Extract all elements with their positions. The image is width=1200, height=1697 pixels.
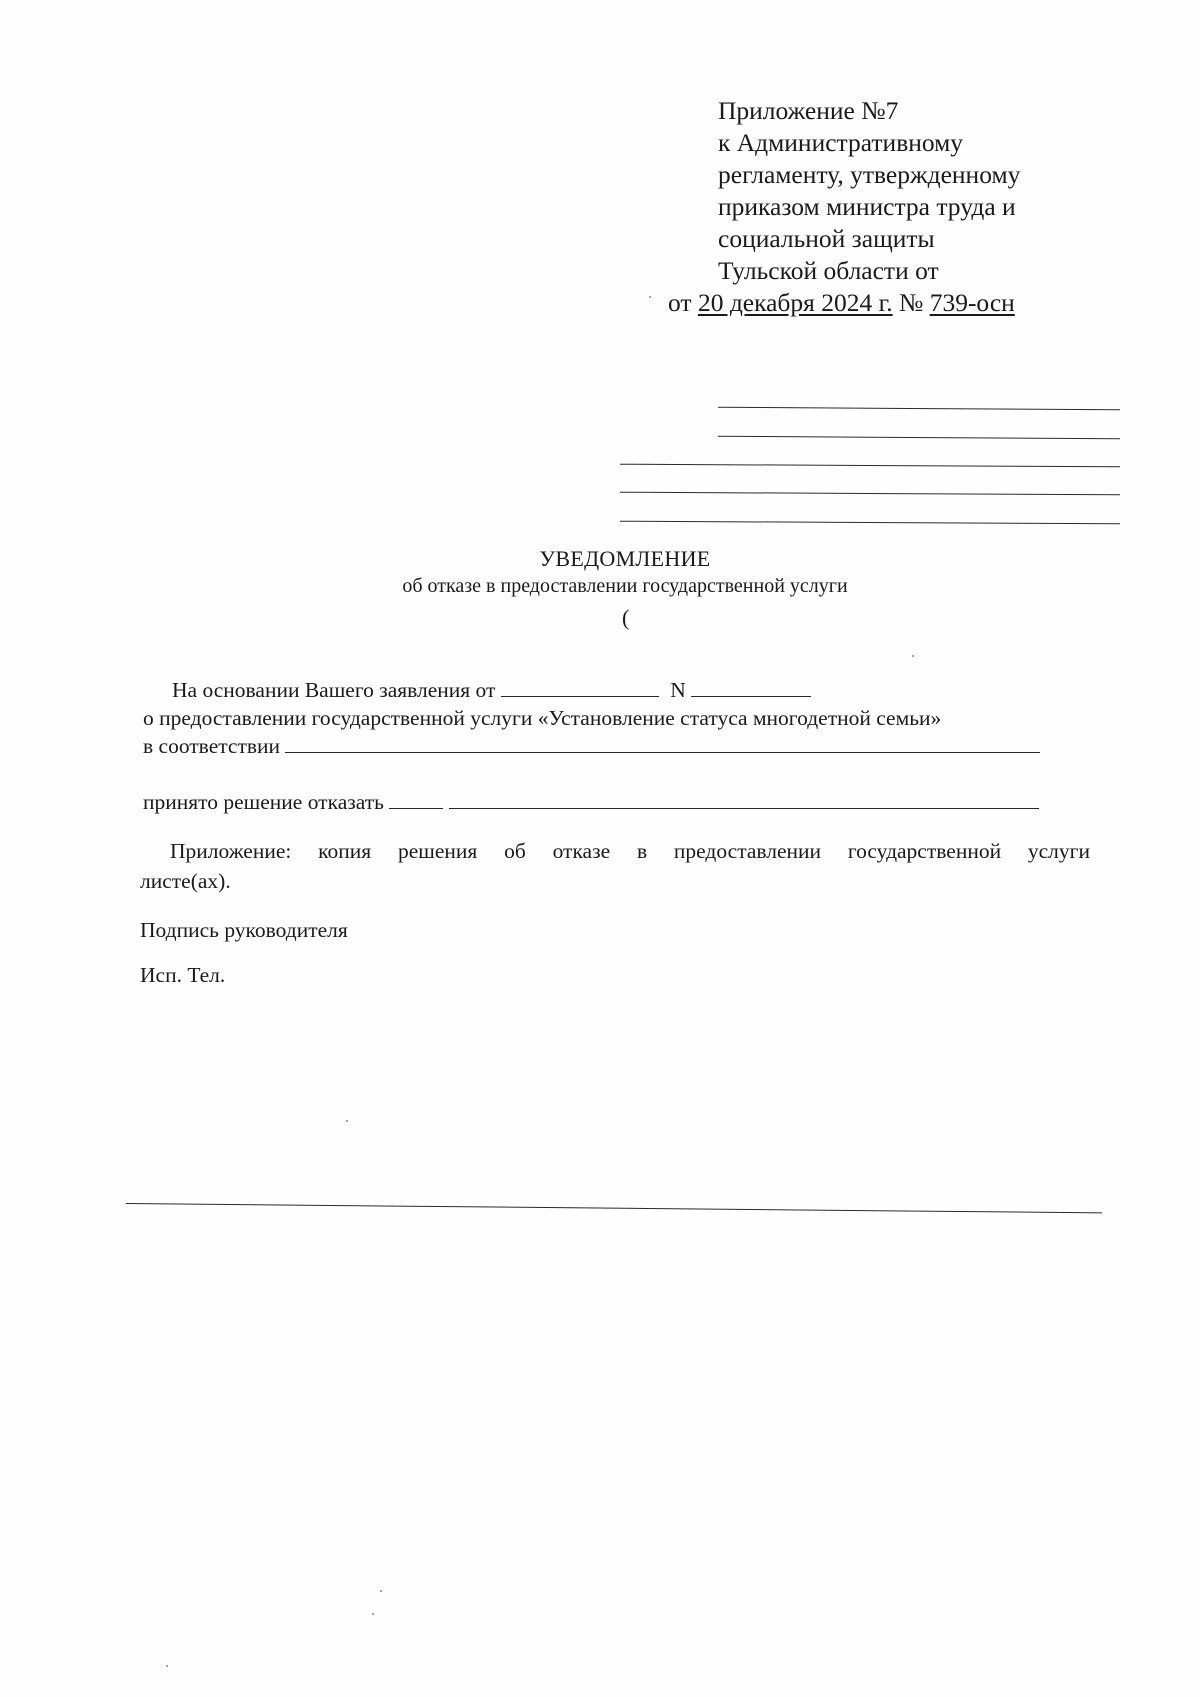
appendix-line-2: к Административному <box>718 128 964 157</box>
appendix-line-5: социальной защиты <box>718 224 935 253</box>
accordance-line <box>143 732 1040 759</box>
appendix-line-1: Приложение №7 <box>718 96 899 125</box>
scan-speck <box>380 1590 382 1592</box>
order-date: 20 декабря 2024 г. <box>697 288 893 317</box>
appendix-line-6: Тульской области от <box>718 256 939 285</box>
scan-speck <box>346 1120 348 1122</box>
attachment-line-2: листе(ах). <box>140 869 231 893</box>
accordance-text: в соответствии <box>143 734 281 758</box>
signature-label: Подпись руководителя <box>140 918 348 942</box>
appendix-header <box>668 95 1048 317</box>
addressee-line-1 <box>718 407 1120 410</box>
order-number-sign: № <box>898 288 924 317</box>
accordance-blank <box>285 732 1040 753</box>
application-date-blank <box>501 676 659 697</box>
appendix-line-3: регламенту, утвержденному <box>718 160 1021 189</box>
scan-speck <box>649 296 651 298</box>
notice-title: УВЕДОМЛЕНИЕ <box>539 546 711 571</box>
order-number: 739-осн <box>929 288 1015 317</box>
appendix-line-4: приказом министра труда и <box>718 192 1016 221</box>
notice-paren: ( <box>622 605 630 630</box>
notice-subtitle: об отказе в предоставлении государственной услуги <box>402 575 848 597</box>
attachment-line-1: Приложение: копия решения об отказе в предоставлении государственной услуги <box>170 839 1090 863</box>
order-prefix: от <box>668 288 692 317</box>
basis-text: На основании Вашего заявления от <box>172 678 496 702</box>
decision-text: принято решение отказать <box>143 790 384 814</box>
addressee-line-3 <box>620 464 1120 468</box>
footer-rule <box>126 1203 1102 1213</box>
decision-line <box>143 788 1039 815</box>
executor-label: Исп. Тел. <box>140 963 226 987</box>
n-label: N <box>670 678 686 702</box>
scan-speck <box>912 655 914 657</box>
addressee-line-4 <box>620 492 1120 496</box>
addressee-line-2 <box>718 436 1120 439</box>
decision-reason-blank <box>449 788 1039 809</box>
attachment-paragraph <box>140 836 1090 896</box>
addressee-line-5 <box>620 521 1120 525</box>
scan-speck <box>166 1665 168 1667</box>
application-number-blank <box>691 676 811 697</box>
service-line: о предоставлении государственной услуги «Установление статуса многодетной семьи» <box>143 706 942 730</box>
decision-short-blank <box>389 788 443 809</box>
appendix-order-line <box>668 287 1015 319</box>
scan-speck <box>372 1613 374 1615</box>
basis-line <box>172 676 811 703</box>
